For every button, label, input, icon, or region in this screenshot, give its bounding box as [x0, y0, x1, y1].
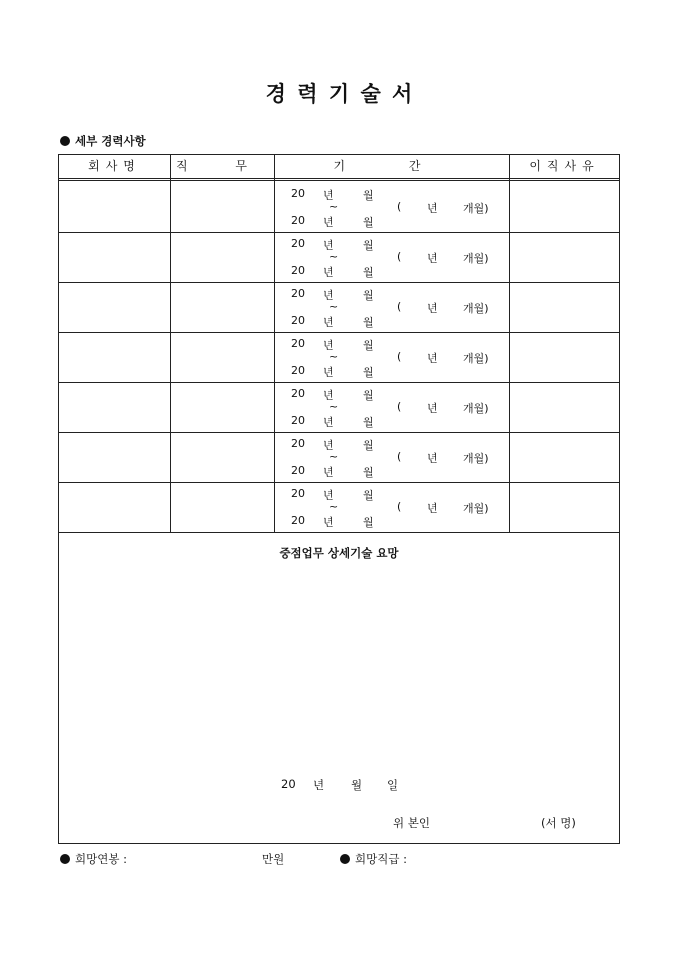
career-row [59, 283, 619, 333]
period-paren-open: ( [397, 400, 402, 413]
period-paren-open: ( [397, 450, 402, 463]
period-dur-month: 개월) [463, 252, 489, 265]
period-cell [275, 483, 509, 532]
detail-heading: 중점업무 상세기술 요망 [279, 546, 399, 560]
period-year: 년 [323, 289, 334, 302]
period-month: 월 [363, 189, 374, 202]
period-tilde: ~ [329, 250, 339, 263]
period-year-prefix: 20 [291, 387, 305, 400]
document-title: 경 력 기 술 서 [265, 81, 415, 106]
period-dur-month: 개월) [463, 352, 489, 365]
salary-unit: 만원 [262, 852, 285, 866]
career-row [59, 433, 619, 483]
career-row [59, 333, 619, 383]
period-year: 년 [323, 316, 334, 329]
period-cell [275, 183, 509, 232]
period-month: 월 [363, 266, 374, 279]
period-year-prefix: 20 [291, 464, 305, 477]
date-year-prefix: 20 [281, 777, 296, 791]
period-year-prefix: 20 [291, 414, 305, 427]
period-month: 월 [363, 339, 374, 352]
period-dur-month: 개월) [463, 402, 489, 415]
period-year: 년 [323, 416, 334, 429]
bullet-icon [60, 854, 70, 864]
period-paren-open: ( [397, 300, 402, 313]
period-cell [275, 233, 509, 282]
period-year-prefix: 20 [291, 364, 305, 377]
period-year: 년 [323, 366, 334, 379]
period-year: 년 [323, 239, 334, 252]
period-paren-open: ( [397, 200, 402, 213]
period-year-prefix: 20 [291, 237, 305, 250]
desired-position [340, 851, 407, 867]
period-year: 년 [323, 516, 334, 529]
period-tilde: ~ [329, 400, 339, 413]
period-month: 월 [363, 316, 374, 329]
period-year: 년 [323, 216, 334, 229]
period-month: 월 [363, 366, 374, 379]
period-year-prefix: 20 [291, 337, 305, 350]
header-reason: 이직사유 [529, 159, 600, 173]
date-day: 일 [387, 778, 399, 792]
bullet-icon [340, 854, 350, 864]
period-dur-year: 년 [427, 402, 438, 415]
desired-salary-label: 희망연봉 : [75, 852, 127, 866]
period-paren-open: ( [397, 500, 402, 513]
period-month: 월 [363, 489, 374, 502]
period-month: 월 [363, 239, 374, 252]
period-paren-open: ( [397, 250, 402, 263]
desired-salary [60, 851, 127, 867]
period-month: 월 [363, 216, 374, 229]
period-tilde: ~ [329, 450, 339, 463]
period-year: 년 [323, 189, 334, 202]
period-tilde: ~ [329, 500, 339, 513]
period-dur-year: 년 [427, 452, 438, 465]
period-year-prefix: 20 [291, 214, 305, 227]
period-tilde: ~ [329, 200, 339, 213]
signature-label: 위 본인 [393, 816, 430, 830]
header-duty: 직 무 [176, 159, 269, 173]
period-year: 년 [323, 266, 334, 279]
signature-sign: (서 명) [541, 816, 576, 830]
date-year: 년 [313, 778, 325, 792]
period-dur-year: 년 [427, 202, 438, 215]
period-year-prefix: 20 [291, 437, 305, 450]
period-month: 월 [363, 416, 374, 429]
period-cell [275, 333, 509, 382]
period-tilde: ~ [329, 350, 339, 363]
period-year-prefix: 20 [291, 287, 305, 300]
period-year: 년 [323, 389, 334, 402]
period-month: 월 [363, 439, 374, 452]
bullet-icon [60, 136, 70, 146]
period-year: 년 [323, 466, 334, 479]
period-year-prefix: 20 [291, 487, 305, 500]
career-row [59, 383, 619, 433]
period-tilde: ~ [329, 300, 339, 313]
period-month: 월 [363, 289, 374, 302]
period-dur-year: 년 [427, 252, 438, 265]
period-year: 년 [323, 489, 334, 502]
header-company: 회사명 [88, 159, 141, 173]
period-year-prefix: 20 [291, 514, 305, 527]
period-dur-month: 개월) [463, 452, 489, 465]
section-heading [60, 133, 146, 149]
table-header [59, 155, 619, 181]
date-month: 월 [351, 778, 363, 792]
period-month: 월 [363, 466, 374, 479]
period-year: 년 [323, 339, 334, 352]
period-year: 년 [323, 439, 334, 452]
period-dur-year: 년 [427, 502, 438, 515]
header-period: 기 간 [333, 159, 451, 173]
period-year-prefix: 20 [291, 264, 305, 277]
period-cell [275, 283, 509, 332]
career-form-table [58, 154, 620, 844]
desired-position-label: 희망직급 : [355, 852, 407, 866]
period-month: 월 [363, 389, 374, 402]
period-dur-year: 년 [427, 352, 438, 365]
period-paren-open: ( [397, 350, 402, 363]
period-dur-month: 개월) [463, 502, 489, 515]
period-cell [275, 433, 509, 482]
period-month: 월 [363, 516, 374, 529]
period-cell [275, 383, 509, 432]
section-heading-text: 세부 경력사항 [75, 134, 146, 148]
period-dur-year: 년 [427, 302, 438, 315]
career-row [59, 483, 619, 533]
career-row [59, 183, 619, 233]
period-dur-month: 개월) [463, 302, 489, 315]
period-dur-month: 개월) [463, 202, 489, 215]
period-year-prefix: 20 [291, 187, 305, 200]
career-row [59, 233, 619, 283]
period-year-prefix: 20 [291, 314, 305, 327]
